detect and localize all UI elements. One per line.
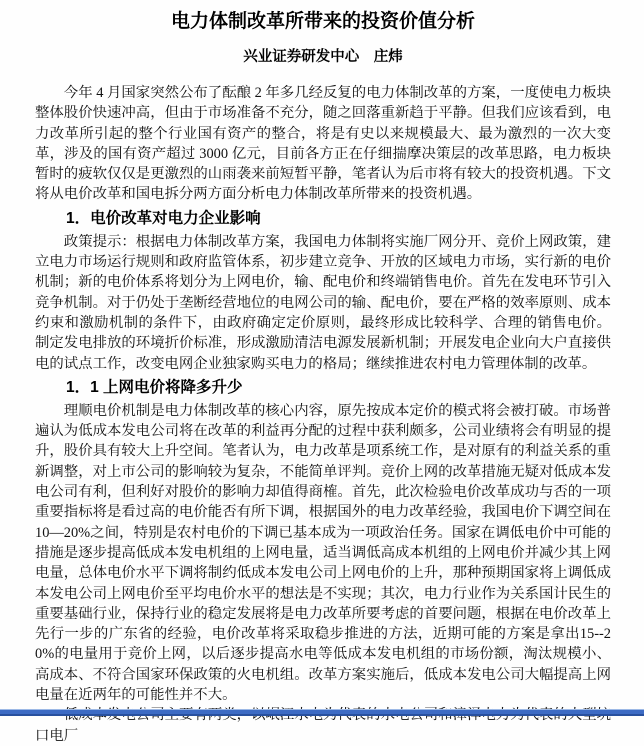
section-heading-1-1: 1．1 上网电价将降多升少 — [66, 378, 243, 396]
paragraph-analysis: 理顺电价机制是电力体制改革的核心内容，原先按成本定价的模式将会被打破。市场普遍认为低成本发电公司将在改革的利益再分配的过程中获利颇多，公司业绩将会有明显的提升，股价具有较大上升空间。笔者认为，电力改革是项系统工作，是对原有的利益关系的重新调整，对上市公司的影响较为复杂，不能简单评判。竞价上网的改革措施无疑对低成本发电公司有利，但利好对股价的影响力却值得商榷。首先，此次检验电价改革成功与否的一项重要指标将是看过高的电价能否有所下调，根据国外的电力改革经验，我国电价下调空间在10—20%之间，特别是农村电价的下调已基本成为一项政治任务。国家在调低电价中可能的措施是逐步提高低成本发电机组的上网电量，适当调低高成本机组的上网电价并减少其上网电量，总体电价水平下调将制约低成本发电公司上网电价的上升，那种预期国家将上调低成本发电公司上网电价至平均电价水平的想法是不实现；其次，电力行业作为关系国计民生的重要基础行业，保持行业的稳定发展将是电力改革所要考虑的首要问题，根据在电价改革上先行一步的广东省的经验，电价改革将采取稳步推进的方法，近期可能的方案是拿出15--20%的电量用于竞价上网，以后逐步提高水电等低成本发电机组的市场份额，淘汰规模小、高成本、不符合国家环保政策的火电机组。改革方案实施后，低成本发电公司大幅提高上网电量在近两年的可能性并不大。 — [35, 402, 611, 704]
section-heading-1: 1．电价改革对电力企业影响 — [66, 209, 261, 227]
paragraph-clipped: 口电厂 — [35, 727, 79, 744]
author-line: 兴业证券研发中心 庄炜 — [243, 49, 403, 65]
document-body — [35, 83, 611, 746]
paragraph-intro: 今年 4 月国家突然公布了酝酿 2 年多几经反复的电力体制改革的方案，一度使电力板块整体股价快速冲高，但由于市场准备不充分，随之回落重新趋于平静。但我们应该看到，电力改革所引起的整个行业国有资产的整合，将是有史以来规模最大、最为激烈的一次大变革，涉及的国有资产超过 3000 亿元，目前各方正在仔细揣摩决策层的改革思路，电力板块暂时的疲软仅仅是更激烈的山雨袭来前短暂平静，笔者认为后市将有较大的投资机遇。下文将从电价改革和国电拆分两方面分析电力体制改革所带来的投资机遇。 — [35, 85, 611, 203]
page-title: 电力体制改革所带来的投资价值分析 — [170, 11, 475, 32]
paragraph-policy-note: 政策提示：根据电力体制改革方案，我国电力体制将实施厂网分开、竞价上网政策，建立电力市场运行规则和政府监管体系，初步建立竞争、开放的区域电力市场，实行新的电价机制；新的电价体系将划分为上网电价，输、配电价和终端销售电价。首先在发电环节引入竞争机制。对于仍处于垄断经营地位的电网公司的输、配电价，要在严格的效率原则、成本约束和激励机制的条件下，由政府确定定价原则，最终形成比较科学、合理的销售电价。 制定发电排放的环境折价标准，形成激励清洁电源发展新机制；开展发电企业向大户直接供电的试点工作，改变电网企业独家购买电力的格局；继续推进农村电力管理体制的改革。 — [35, 233, 611, 372]
window-bottom-border — [0, 709, 644, 716]
